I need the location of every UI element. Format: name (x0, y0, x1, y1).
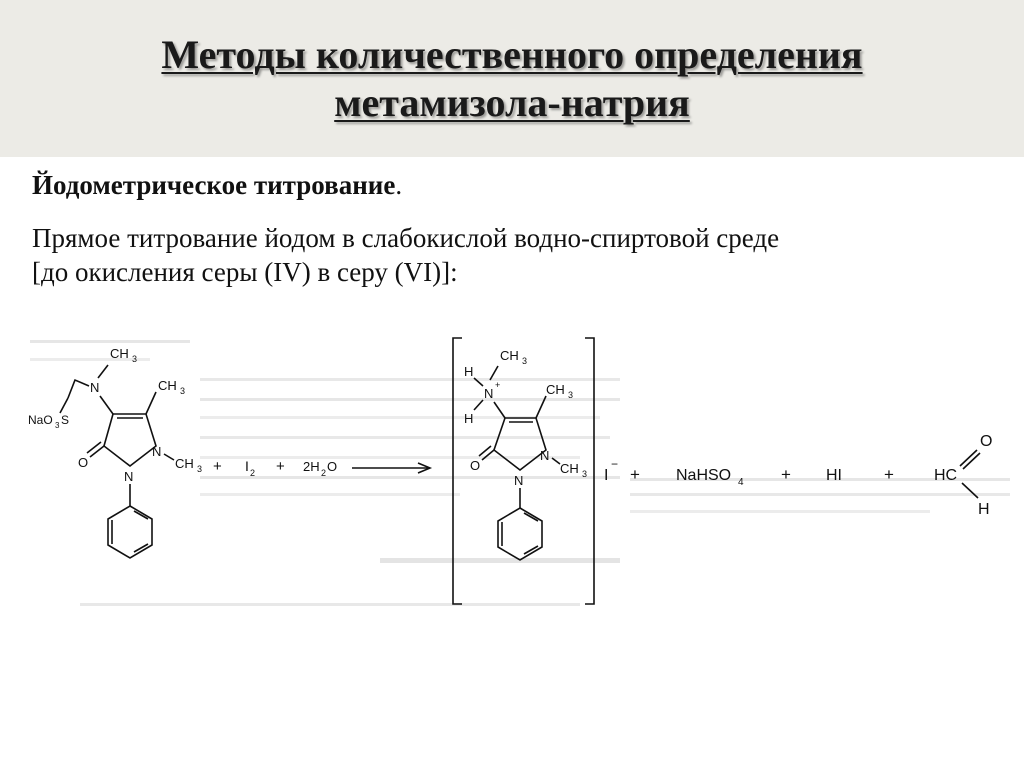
metamizole-sodium-structure (28, 346, 202, 558)
reaction-scheme-drawing (0, 318, 1024, 618)
label-h-bottom: H (464, 411, 474, 426)
label-naso3: NaO (28, 413, 53, 427)
label-n-plus: N (484, 386, 494, 401)
label-h-top: H (464, 364, 474, 379)
formaldehyde-structure (934, 433, 992, 518)
label-ch3-c3: CH (158, 378, 177, 393)
iodide-label: I (604, 467, 609, 484)
plus-sign-5: + (884, 465, 894, 484)
plus-sign-3: + (630, 465, 640, 484)
label-product-carbonyl-o: O (470, 458, 481, 473)
product-pyrazolone-ring (494, 418, 546, 470)
label-ch3-ammonium: CH (500, 348, 519, 363)
plus-sign-1: + (213, 458, 222, 475)
label-n-charge: + (495, 380, 501, 390)
description-line-1: Прямое титрование йодом в слабокислой водно-спиртовой среде (32, 223, 780, 253)
plus-sign-2: + (276, 458, 285, 475)
label-ring-n1: N (124, 469, 134, 484)
label-ch3-n2-sub: 3 (197, 464, 203, 474)
label-ch3-c3-sub: 3 (180, 386, 186, 396)
sodium-bisulfate-label: NaHSO (676, 467, 732, 484)
method-heading (32, 170, 402, 201)
reaction-scheme (0, 318, 1024, 618)
description-line-2: [до окисления серы (IV) в серу (VI)]: (32, 257, 458, 287)
label-ch3-top: CH (110, 346, 129, 361)
formaldehyde-h: H (978, 501, 990, 518)
label-ch3-product-c3: CH (546, 382, 565, 397)
pyrazolone-ring (104, 414, 156, 466)
method-heading-text: Йодометрическое титрование (32, 170, 396, 200)
label-product-n2: N (540, 448, 550, 463)
reaction-arrow (352, 463, 430, 473)
iodide-charge: − (611, 457, 619, 471)
method-description (32, 221, 992, 289)
formaldehyde-o: O (980, 433, 993, 450)
method-heading-period: . (395, 170, 403, 200)
product-phenyl-ring (498, 508, 542, 560)
slide-title-line-1: Методы количественного определения (161, 31, 863, 77)
water-label-b: O (327, 459, 338, 474)
hydroiodic-acid-label: HI (826, 467, 842, 484)
water-subscript: 2 (321, 468, 327, 478)
label-amine-n: N (90, 380, 100, 395)
sodium-bisulfate-subscript: 4 (738, 477, 744, 488)
label-ch3-product-n2-sub: 3 (582, 469, 588, 479)
slide-title-line-2: метамизола-натрия (334, 79, 690, 125)
label-carbonyl-o: O (78, 455, 89, 470)
label-s: S (61, 413, 70, 427)
label-product-n1: N (514, 473, 524, 488)
label-ring-n2: N (152, 444, 162, 459)
label-ch3-product-n2: CH (560, 461, 579, 476)
label-ch3-n2: CH (175, 456, 194, 471)
phenyl-ring (108, 506, 152, 558)
label-ch3-top-sub: 3 (132, 354, 138, 364)
title-band (0, 0, 1024, 157)
label-ch3-product-c3-sub: 3 (568, 390, 574, 400)
formaldehyde-hc: HC (934, 467, 958, 484)
iodine-subscript: 2 (250, 468, 256, 478)
iodine-label: I (245, 458, 249, 474)
label-naso3-sub: 3 (55, 421, 60, 430)
water-label-a: 2H (303, 459, 320, 474)
plus-sign-4: + (781, 465, 791, 484)
label-ch3-ammonium-sub: 3 (522, 356, 528, 366)
